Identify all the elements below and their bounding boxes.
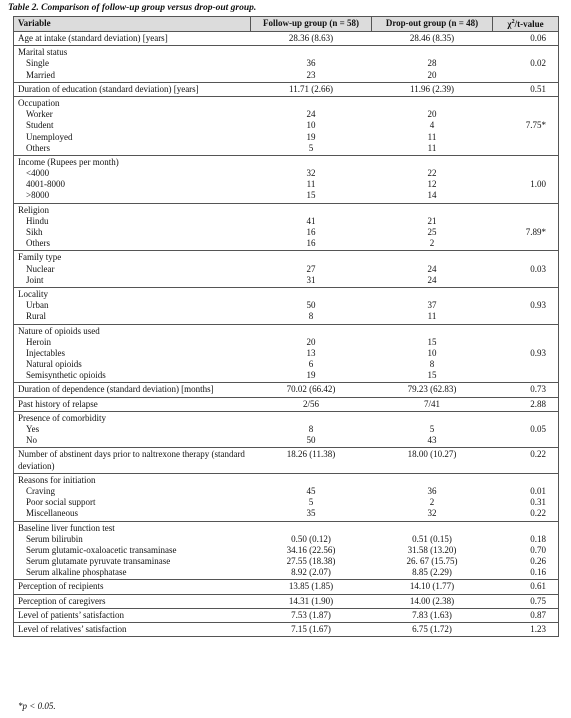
follow-up-cell-value: 19 bbox=[306, 370, 316, 381]
follow-up-cell-value: 15 bbox=[306, 190, 316, 201]
variable-cell bbox=[14, 473, 251, 521]
variable-cell bbox=[14, 448, 251, 473]
follow-up-cell-value: 27 bbox=[306, 263, 316, 274]
drop-out-cell-value: 26. 67 (15.75) bbox=[406, 556, 458, 567]
drop-out-cell-value: 8.85 (2.29) bbox=[412, 567, 452, 578]
drop-out-cell bbox=[372, 82, 493, 96]
follow-up-cell-value: 16 bbox=[306, 227, 316, 237]
variable-label: Presence of comorbidity bbox=[18, 412, 106, 423]
follow-up-cell bbox=[251, 594, 372, 608]
table-caption: Table 2. Comparison of follow-up group versus drop-out group. bbox=[8, 3, 257, 13]
variable-cell bbox=[14, 324, 251, 383]
drop-out-cell-value: 11 bbox=[427, 142, 437, 153]
table-row bbox=[14, 608, 559, 622]
follow-up-cell-value: 8 bbox=[308, 424, 314, 434]
drop-out-cell bbox=[372, 251, 493, 288]
cell-spacer bbox=[255, 289, 368, 300]
sub-category-label: Worker bbox=[26, 109, 53, 120]
stat-value-cell bbox=[493, 411, 559, 448]
stat-value-cell-value: 0.22 bbox=[530, 508, 546, 519]
follow-up-cell-value: 31 bbox=[306, 274, 316, 285]
stat-value-cell-value: 0.70 bbox=[530, 544, 546, 555]
stat-value-cell bbox=[493, 623, 559, 637]
drop-out-cell bbox=[372, 411, 493, 448]
sub-category-label: Others bbox=[26, 238, 50, 249]
variable-label: Level of relatives’ satisfaction bbox=[18, 624, 127, 635]
cell-spacer bbox=[497, 98, 547, 109]
cell-spacer bbox=[255, 413, 368, 424]
stat-value-cell bbox=[493, 473, 559, 521]
variable-label: Number of abstinent days prior to naltrexone therapy (standard deviation) bbox=[18, 449, 245, 471]
stat-value-cell-value bbox=[497, 109, 547, 120]
drop-out-cell bbox=[372, 594, 493, 608]
stat-value-cell-value: 0.05 bbox=[530, 424, 546, 434]
drop-out-cell-value: 32 bbox=[427, 508, 437, 519]
cell-spacer bbox=[497, 157, 547, 168]
stat-value-cell-value: 0.93 bbox=[530, 347, 546, 358]
follow-up-cell bbox=[251, 580, 372, 594]
cell-spacer bbox=[255, 98, 368, 109]
variable-label: Past history of relapse bbox=[18, 398, 98, 409]
stat-value-cell-value: 0.26 bbox=[530, 556, 546, 567]
variable-label: Locality bbox=[18, 288, 48, 299]
stat-value-cell-value: 0.22 bbox=[530, 449, 546, 460]
follow-up-cell bbox=[251, 82, 372, 96]
stat-value-cell bbox=[493, 324, 559, 383]
variable-cell bbox=[14, 580, 251, 594]
follow-up-cell bbox=[251, 46, 372, 83]
follow-up-cell-value: 19 bbox=[306, 131, 316, 142]
variable-cell bbox=[14, 46, 251, 83]
cell-spacer bbox=[376, 523, 489, 534]
sub-category-label: Poor social support bbox=[26, 497, 96, 508]
variable-label: Marital status bbox=[18, 47, 68, 58]
table-row bbox=[14, 521, 559, 580]
stat-value-cell-value bbox=[497, 168, 547, 179]
sub-category-label: Sikh bbox=[26, 227, 43, 237]
stat-value-cell-value bbox=[497, 70, 547, 81]
drop-out-cell-value: 15 bbox=[427, 370, 437, 381]
variable-label: Duration of dependence (standard deviation) [months] bbox=[18, 384, 214, 395]
follow-up-cell-value: 50 bbox=[306, 435, 316, 446]
variable-label: Age at intake (standard deviation) [years] bbox=[18, 33, 168, 43]
drop-out-cell-value: 21 bbox=[427, 215, 437, 226]
table-row bbox=[14, 251, 559, 288]
drop-out-cell bbox=[372, 383, 493, 397]
stat-value-cell-value: 0.87 bbox=[530, 609, 546, 620]
header-follow-up: Follow-up group (n = 58) bbox=[251, 17, 372, 32]
cell-spacer bbox=[255, 252, 368, 263]
stat-value-cell-value bbox=[497, 337, 547, 348]
follow-up-cell bbox=[251, 473, 372, 521]
follow-up-cell bbox=[251, 96, 372, 155]
follow-up-cell bbox=[251, 411, 372, 448]
table-row bbox=[14, 203, 559, 251]
drop-out-cell bbox=[372, 203, 493, 251]
cell-spacer bbox=[497, 523, 547, 534]
sub-category-label: <4000 bbox=[26, 168, 50, 179]
table-row bbox=[14, 383, 559, 397]
drop-out-cell bbox=[372, 473, 493, 521]
stat-value-cell-value bbox=[497, 238, 547, 249]
variable-cell bbox=[14, 521, 251, 580]
table-row bbox=[14, 96, 559, 155]
stat-value-cell-value bbox=[497, 370, 547, 381]
stat-value-cell bbox=[493, 96, 559, 155]
drop-out-cell-value: 36 bbox=[427, 485, 437, 496]
follow-up-cell-value: 11.71 (2.66) bbox=[289, 83, 333, 94]
sub-category-label: Serum bilirubin bbox=[26, 533, 83, 544]
variable-cell bbox=[14, 203, 251, 251]
drop-out-cell-value: 18.00 (10.27) bbox=[407, 449, 457, 460]
follow-up-cell bbox=[251, 521, 372, 580]
cell-spacer bbox=[497, 205, 547, 216]
follow-up-cell-value: 24 bbox=[306, 109, 316, 120]
drop-out-cell bbox=[372, 521, 493, 580]
drop-out-cell-value: 24 bbox=[427, 263, 437, 274]
variable-cell bbox=[14, 287, 251, 324]
follow-up-cell-value: 10 bbox=[306, 120, 316, 131]
drop-out-cell-value: 37 bbox=[427, 300, 437, 311]
follow-up-cell-value: 2/56 bbox=[302, 398, 319, 409]
sub-category-label: Craving bbox=[26, 485, 55, 496]
drop-out-cell bbox=[372, 397, 493, 411]
drop-out-cell bbox=[372, 96, 493, 155]
stat-value-cell-value: 0.16 bbox=[530, 567, 546, 578]
table-row bbox=[14, 32, 559, 46]
follow-up-cell bbox=[251, 287, 372, 324]
drop-out-cell-value: 79.23 (62.83) bbox=[407, 384, 457, 395]
follow-up-cell-value: 11 bbox=[306, 179, 316, 190]
follow-up-cell-value: 41 bbox=[306, 215, 316, 226]
drop-out-cell-value: 28 bbox=[427, 58, 437, 69]
follow-up-cell-value: 0.50 (0.12) bbox=[291, 533, 331, 544]
drop-out-cell bbox=[372, 287, 493, 324]
stat-value-cell-value bbox=[497, 311, 547, 322]
sub-category-label: 4001-8000 bbox=[26, 179, 65, 190]
drop-out-cell-value: 12 bbox=[427, 179, 437, 190]
stat-value-cell bbox=[493, 580, 559, 594]
variable-cell bbox=[14, 82, 251, 96]
variable-cell bbox=[14, 594, 251, 608]
variable-cell bbox=[14, 155, 251, 203]
follow-up-cell-value: 36 bbox=[306, 58, 316, 69]
sub-category-label: Miscellaneous bbox=[26, 508, 78, 519]
cell-spacer bbox=[255, 157, 368, 168]
stat-value-cell-value bbox=[497, 132, 547, 143]
variable-label: Occupation bbox=[18, 97, 60, 108]
variable-label: Perception of recipients bbox=[18, 581, 104, 592]
stat-value-cell-value: 0.02 bbox=[530, 58, 546, 69]
table-row bbox=[14, 155, 559, 203]
drop-out-cell bbox=[372, 46, 493, 83]
sub-category-label: Unemployed bbox=[26, 131, 73, 142]
stat-value-cell bbox=[493, 448, 559, 473]
follow-up-cell bbox=[251, 383, 372, 397]
follow-up-cell bbox=[251, 608, 372, 622]
header-drop-out: Drop-out group (n = 48) bbox=[372, 17, 493, 32]
follow-up-cell bbox=[251, 251, 372, 288]
follow-up-cell-value: 45 bbox=[306, 485, 316, 496]
cell-spacer bbox=[497, 289, 547, 300]
drop-out-cell-value: 15 bbox=[427, 336, 437, 347]
cell-spacer bbox=[255, 47, 368, 58]
sub-category-label: Single bbox=[26, 58, 50, 69]
sub-category-label: Married bbox=[26, 69, 55, 80]
stat-value-cell bbox=[493, 287, 559, 324]
drop-out-cell-value: 7.83 (1.63) bbox=[412, 609, 452, 620]
table-row bbox=[14, 287, 559, 324]
drop-out-cell bbox=[372, 448, 493, 473]
sub-category-label: Nuclear bbox=[26, 263, 55, 274]
stat-value-cell bbox=[493, 594, 559, 608]
follow-up-cell-value: 6 bbox=[308, 359, 314, 370]
sub-category-label: Joint bbox=[26, 274, 44, 285]
sub-category-label: No bbox=[26, 435, 37, 446]
table-row bbox=[14, 473, 559, 521]
stat-value-cell bbox=[493, 32, 559, 46]
follow-up-cell bbox=[251, 32, 372, 46]
variable-cell bbox=[14, 411, 251, 448]
follow-up-cell-value: 28.36 (8.63) bbox=[288, 33, 334, 43]
follow-up-cell-value: 50 bbox=[306, 300, 316, 311]
follow-up-cell bbox=[251, 155, 372, 203]
header-variable: Variable bbox=[14, 17, 251, 32]
stat-value-cell bbox=[493, 397, 559, 411]
stat-value-cell-value: 0.93 bbox=[530, 300, 546, 311]
variable-label: Baseline liver function test bbox=[18, 522, 115, 533]
cell-spacer bbox=[497, 326, 547, 337]
variable-label: Perception of caregivers bbox=[18, 595, 106, 606]
cell-spacer bbox=[497, 47, 547, 58]
drop-out-cell-value: 25 bbox=[427, 227, 437, 237]
follow-up-cell-value: 18.26 (11.38) bbox=[286, 449, 336, 460]
follow-up-cell-value: 14.31 (1.90) bbox=[288, 595, 334, 606]
stat-value-cell bbox=[493, 46, 559, 83]
stat-value-cell bbox=[493, 521, 559, 580]
cell-spacer bbox=[376, 157, 489, 168]
drop-out-cell-value: 5 bbox=[429, 424, 435, 434]
table-header-row bbox=[14, 17, 559, 32]
variable-label: Duration of education (standard deviation) [years] bbox=[18, 83, 199, 94]
variable-label: Nature of opioids used bbox=[18, 325, 100, 336]
stat-value-cell-value: 0.73 bbox=[530, 384, 546, 395]
variable-cell bbox=[14, 608, 251, 622]
drop-out-cell-value: 20 bbox=[427, 109, 437, 120]
sub-category-label: Injectables bbox=[26, 347, 65, 358]
follow-up-cell bbox=[251, 397, 372, 411]
drop-out-cell-value: 14.10 (1.77) bbox=[409, 581, 455, 592]
variable-label: Religion bbox=[18, 204, 49, 215]
follow-up-cell-value: 13 bbox=[306, 347, 316, 358]
sub-category-label: Yes bbox=[26, 424, 40, 434]
table-row bbox=[14, 594, 559, 608]
cell-spacer bbox=[376, 326, 489, 337]
stat-value-cell bbox=[493, 155, 559, 203]
table-row bbox=[14, 82, 559, 96]
stat-value-cell-value: 0.01 bbox=[530, 485, 546, 496]
table-row bbox=[14, 324, 559, 383]
header-stat-value: $\chi^2/t$-value bbox=[493, 17, 559, 32]
variable-label: Family type bbox=[18, 252, 62, 263]
drop-out-cell bbox=[372, 608, 493, 622]
variable-cell bbox=[14, 397, 251, 411]
follow-up-cell-value: 32 bbox=[306, 168, 316, 179]
drop-out-cell bbox=[372, 155, 493, 203]
drop-out-cell-value: 24 bbox=[427, 274, 437, 285]
table-row bbox=[14, 397, 559, 411]
stat-value-cell bbox=[493, 383, 559, 397]
cell-spacer bbox=[376, 98, 489, 109]
stat-value-cell-value bbox=[497, 143, 547, 154]
follow-up-cell-value: 13.85 (1.85) bbox=[288, 581, 334, 592]
sub-category-label: Others bbox=[26, 142, 50, 153]
stat-value-cell-value: 7.89* bbox=[525, 227, 546, 237]
follow-up-cell bbox=[251, 448, 372, 473]
drop-out-cell-value: 6.75 (1.72) bbox=[412, 624, 452, 635]
stat-value-cell-value bbox=[497, 275, 547, 286]
stat-value-cell bbox=[493, 251, 559, 288]
stat-value-cell-value: 2.88 bbox=[530, 398, 546, 409]
drop-out-cell bbox=[372, 32, 493, 46]
drop-out-cell-value: 11 bbox=[427, 131, 437, 142]
cell-spacer bbox=[376, 289, 489, 300]
follow-up-cell-value: 34.16 (22.56) bbox=[286, 544, 336, 555]
follow-up-cell-value: 35 bbox=[306, 508, 316, 519]
stat-value-cell-value: 1.00 bbox=[530, 179, 546, 190]
cell-spacer bbox=[255, 205, 368, 216]
drop-out-cell-value: 14 bbox=[427, 190, 437, 201]
follow-up-cell-value: 8.92 (2.07) bbox=[291, 567, 331, 578]
stat-value-cell-value bbox=[497, 435, 547, 446]
stat-value-cell bbox=[493, 203, 559, 251]
table-row bbox=[14, 411, 559, 448]
variable-label: Reasons for initiation bbox=[18, 474, 96, 485]
drop-out-cell-value: 22 bbox=[427, 168, 437, 179]
stat-value-cell-value: 0.75 bbox=[530, 595, 546, 606]
follow-up-cell-value: 27.55 (18.38) bbox=[286, 556, 336, 567]
sub-category-label: >8000 bbox=[26, 190, 50, 201]
cell-spacer bbox=[255, 326, 368, 337]
follow-up-cell-value: 5 bbox=[308, 142, 314, 153]
sub-category-label: Rural bbox=[26, 311, 46, 322]
stat-value-cell-value: 0.18 bbox=[530, 533, 546, 544]
drop-out-cell-value: 43 bbox=[427, 435, 437, 446]
drop-out-cell bbox=[372, 324, 493, 383]
table-row bbox=[14, 46, 559, 83]
table-row bbox=[14, 623, 559, 637]
cell-spacer bbox=[376, 205, 489, 216]
stat-value-cell-value: 0.06 bbox=[530, 33, 546, 43]
variable-cell bbox=[14, 32, 251, 46]
cell-spacer bbox=[376, 47, 489, 58]
cell-spacer bbox=[255, 475, 368, 486]
sub-category-label: Heroin bbox=[26, 336, 51, 347]
drop-out-cell-value: 8 bbox=[429, 359, 435, 370]
table-row bbox=[14, 448, 559, 473]
sub-category-label: Serum glutamate pyruvate transaminase bbox=[26, 556, 171, 567]
variable-label: Level of patients’ satisfaction bbox=[18, 609, 125, 620]
drop-out-cell-value: 28.46 (8.35) bbox=[409, 33, 455, 43]
drop-out-cell bbox=[372, 623, 493, 637]
follow-up-cell-value: 5 bbox=[308, 497, 314, 508]
stat-value-cell-value bbox=[497, 359, 547, 370]
sub-category-label: Natural opioids bbox=[26, 359, 82, 370]
follow-up-cell-value: 7.53 (1.87) bbox=[291, 609, 331, 620]
drop-out-cell-value: 31.58 (13.20) bbox=[407, 544, 457, 555]
drop-out-cell-value: 0.51 (0.15) bbox=[412, 533, 452, 544]
drop-out-cell bbox=[372, 580, 493, 594]
stat-value-cell-value bbox=[497, 190, 547, 201]
drop-out-cell-value: 11 bbox=[427, 311, 437, 322]
stat-value-cell-value: 0.61 bbox=[530, 581, 546, 592]
follow-up-cell-value: 20 bbox=[306, 336, 316, 347]
stat-value-cell bbox=[493, 608, 559, 622]
variable-label: Income (Rupees per month) bbox=[18, 156, 119, 167]
cell-spacer bbox=[376, 413, 489, 424]
table-row bbox=[14, 580, 559, 594]
follow-up-cell-value: 70.02 (66.42) bbox=[286, 384, 336, 395]
stat-value-cell-value: 0.31 bbox=[530, 497, 546, 508]
follow-up-cell-value: 23 bbox=[306, 69, 316, 80]
drop-out-cell-value: 4 bbox=[429, 120, 435, 131]
drop-out-cell-value: 2 bbox=[429, 497, 435, 508]
sub-category-label: Hindu bbox=[26, 215, 49, 226]
cell-spacer bbox=[255, 523, 368, 534]
sub-category-label: Semisynthetic opioids bbox=[26, 370, 106, 381]
follow-up-cell bbox=[251, 324, 372, 383]
variable-cell bbox=[14, 383, 251, 397]
follow-up-cell-value: 16 bbox=[306, 238, 316, 249]
comparison-table bbox=[13, 16, 559, 637]
stat-value-cell bbox=[493, 82, 559, 96]
drop-out-cell-value: 2 bbox=[429, 238, 435, 249]
follow-up-cell-value: 8 bbox=[308, 311, 314, 322]
drop-out-cell-value: 11.96 (2.39) bbox=[410, 83, 454, 94]
cell-spacer bbox=[497, 252, 547, 263]
variable-cell bbox=[14, 623, 251, 637]
cell-spacer bbox=[376, 475, 489, 486]
follow-up-cell bbox=[251, 203, 372, 251]
cell-spacer bbox=[497, 413, 547, 424]
drop-out-cell-value: 10 bbox=[427, 347, 437, 358]
cell-spacer bbox=[497, 475, 547, 486]
stat-value-cell-value: 0.03 bbox=[530, 263, 546, 274]
stat-value-cell-value: 1.23 bbox=[530, 624, 546, 635]
variable-cell bbox=[14, 251, 251, 288]
drop-out-cell-value: 7/41 bbox=[423, 398, 440, 409]
variable-cell bbox=[14, 96, 251, 155]
sub-category-label: Student bbox=[26, 120, 54, 131]
drop-out-cell-value: 20 bbox=[427, 69, 437, 80]
cell-spacer bbox=[376, 252, 489, 263]
follow-up-cell-value: 7.15 (1.67) bbox=[291, 624, 331, 635]
drop-out-cell-value: 14.00 (2.38) bbox=[409, 595, 455, 606]
sub-category-label: Urban bbox=[26, 300, 49, 311]
sub-category-label: Serum alkaline phosphatase bbox=[26, 567, 127, 578]
stat-value-cell-value bbox=[497, 216, 547, 227]
follow-up-cell bbox=[251, 623, 372, 637]
table-footnote: *p < 0.05. bbox=[18, 701, 56, 711]
stat-value-cell-value: 0.51 bbox=[530, 83, 546, 94]
stat-value-cell-value: 7.75* bbox=[525, 120, 546, 131]
sub-category-label: Serum glutamic-oxaloacetic transaminase bbox=[26, 544, 177, 555]
